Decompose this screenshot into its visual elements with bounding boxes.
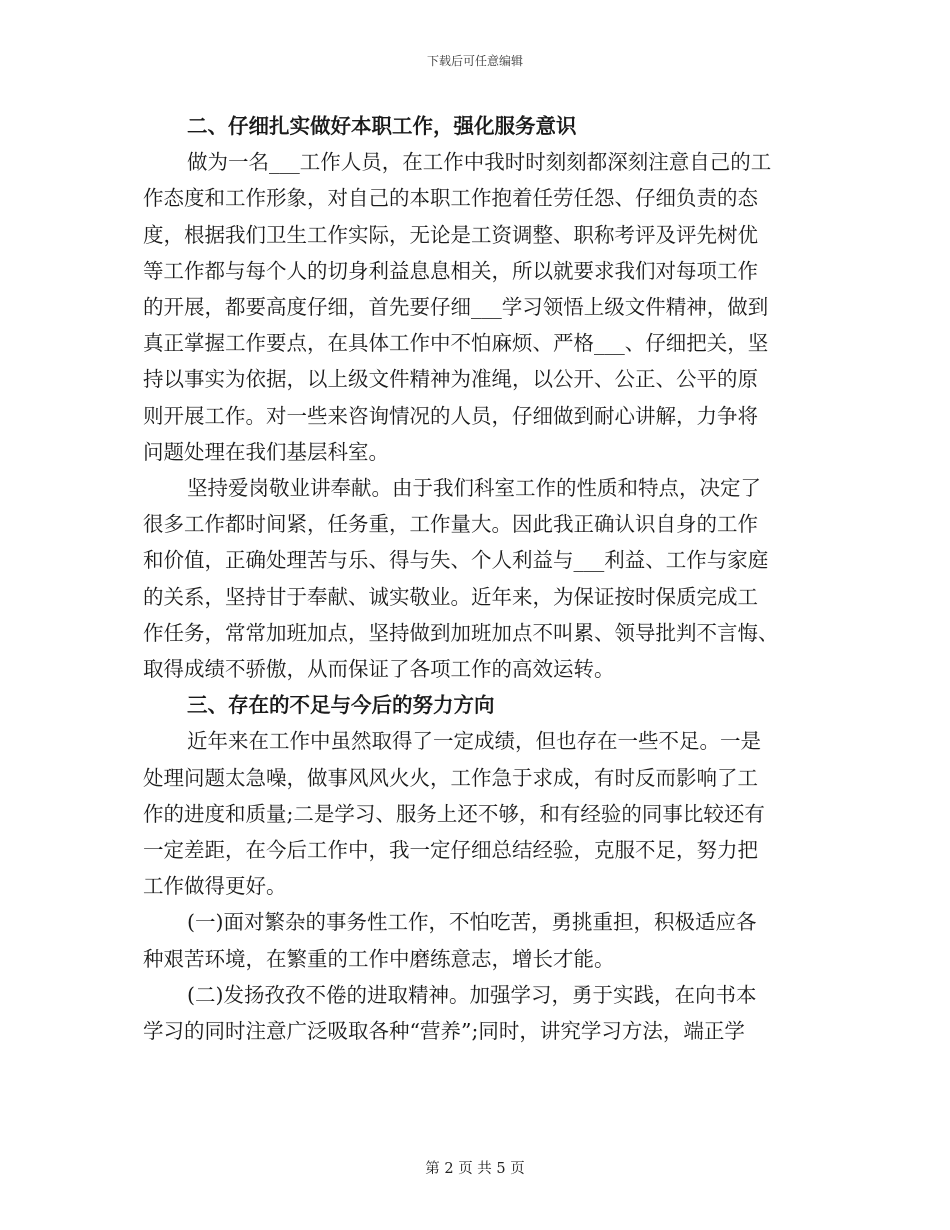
text-line: 度，根据我们卫生工作实际，无论是工资调整、职称考评及评先树优 <box>143 222 758 247</box>
paragraph-3 <box>143 723 806 904</box>
text-line: 问题处理在我们基层科室。 <box>143 439 389 464</box>
text-line: 很多工作都时间紧，任务重，工作量大。因此我正确认识自身的工作 <box>143 512 758 537</box>
paragraph-4 <box>143 904 806 976</box>
text-line: 持以事实为依据，以上级文件精神为准绳，以公开、公正、公平的原 <box>143 367 758 392</box>
text-line: 做为一名___工作人员，在工作中我时时刻刻都深刻注意自己的工 <box>187 150 772 175</box>
text-line: 作的进度和质量;二是学习、服务上还不够，和有经验的同事比较还有 <box>143 801 765 826</box>
section-heading-3: 三、存在的不足与今后的努力方向 <box>187 693 495 718</box>
section-heading-2: 二、仔细扎实做好本职工作，强化服务意识 <box>187 114 577 138</box>
text-line: 的开展，都要高度仔细，首先要仔细___学习领悟上级文件精神，做到 <box>143 295 769 320</box>
paragraph-1 <box>143 144 806 470</box>
paragraph-5 <box>143 977 806 1049</box>
text-line: (一)面对繁杂的事务性工作，不怕吃苦，勇挑重担，积极适应各 <box>187 910 757 935</box>
text-line: 作任务，常常加班加点，坚持做到加班加点不叫累、领导批判不言悔、 <box>143 620 779 645</box>
text-line: 工作做得更好。 <box>143 874 287 899</box>
text-line: 和价值，正确处理苦与乐、得与失、个人利益与___利益、工作与家庭 <box>143 548 769 573</box>
text-line: 作态度和工作形象，对自己的本职工作抱着任劳任怨、仔细负责的态 <box>143 186 758 211</box>
paragraph-2 <box>143 470 806 687</box>
page-header: 下载后可任意编辑 <box>426 54 523 68</box>
text-line: 取得成绩不骄傲，从而保证了各项工作的高效运转。 <box>143 657 615 682</box>
text-line: 近年来在工作中虽然取得了一定成绩，但也存在一些不足。一是 <box>187 729 761 754</box>
page-number: 第 2 页 共 5 页 <box>425 1161 525 1177</box>
text-line: 学习的同时注意广泛吸取各种“营养”;同时，讲究学习方法，端正学 <box>143 1019 745 1044</box>
text-line: 一定差距，在今后工作中，我一定仔细总结经验，克服不足，努力把 <box>143 838 758 863</box>
document-body <box>143 108 806 1049</box>
text-line: 等工作都与每个人的切身利益息息相关，所以就要求我们对每项工作 <box>143 258 758 283</box>
text-line: 则开展工作。对一些来咨询情况的人员，仔细做到耐心讲解，力争将 <box>143 403 758 428</box>
text-line: 的关系，坚持甘于奉献、诚实敬业。近年来，为保证按时保质完成工 <box>143 584 758 609</box>
text-line: 处理问题太急噪，做事风风火火，工作急于求成，有时反而影响了工 <box>143 765 758 790</box>
text-line: 坚持爱岗敬业讲奉献。由于我们科室工作的性质和特点，决定了 <box>187 476 761 501</box>
text-line: 种艰苦环境，在繁重的工作中磨练意志，增长才能。 <box>143 946 615 971</box>
text-line: (二)发扬孜孜不倦的进取精神。加强学习，勇于实践，在向书本 <box>187 982 757 1007</box>
text-line: 真正掌握工作要点，在具体工作中不怕麻烦、严格___、仔细把关，坚 <box>143 331 769 356</box>
